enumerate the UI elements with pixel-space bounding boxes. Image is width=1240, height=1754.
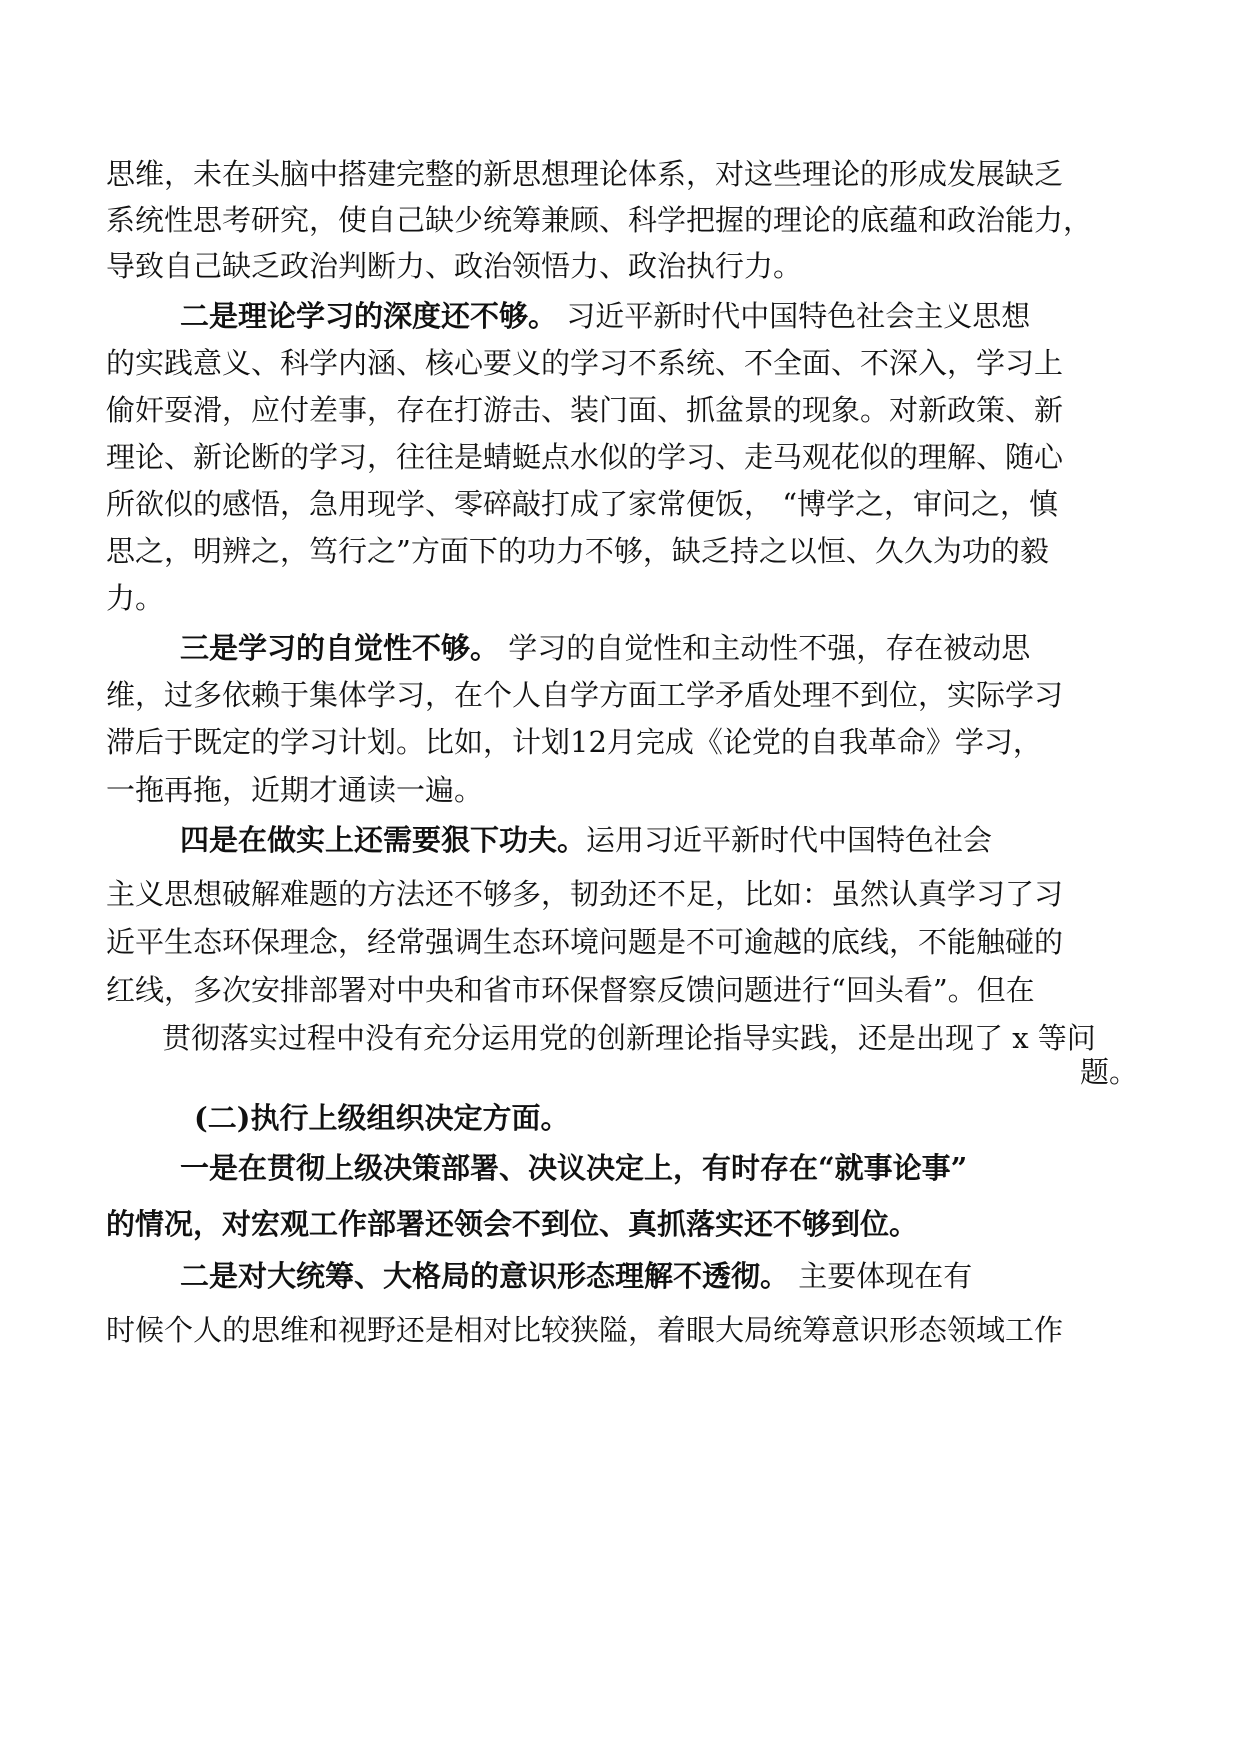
paragraph-heading: 一是在贯彻上级决策部署、决议决定上，有时存在“就事论事” <box>180 1151 968 1185</box>
section-heading: (二)执行上级组织决定方面。 <box>194 1101 570 1135</box>
paragraph-text: 主要体现在有 <box>789 1259 973 1293</box>
body-text-line: 红线，多次安排部署对中央和省市环保督察反馈问题进行“回头看”。但在 <box>106 973 1035 1007</box>
body-text-line: 贯彻落实过程中没有充分运用党的创新理论指导实践，还是出现了 x 等问 <box>162 1021 1096 1055</box>
body-text-line: 滞后于既定的学习计划。比如，计划12月完成《论党的自我革命》学习， <box>106 725 1042 759</box>
body-text-line: 题。 <box>1080 1055 1139 1089</box>
body-text-line-bold: 的情况，对宏观工作部署还领会不到位、真抓落实还不够到位。 <box>106 1207 919 1241</box>
body-text-line: 的实践意义、科学内涵、核心要义的学习不系统、不全面、不深入，学习上 <box>106 346 1064 380</box>
body-text-line: 偷奸耍滑，应付差事，存在打游击、装门面、抓盆景的现象。对新政策、新 <box>106 393 1064 427</box>
body-text-line: 近平生态环保理念，经常强调生态环境问题是不可逾越的底线，不能触碰的 <box>106 925 1064 959</box>
paragraph-text: 运用习近平新时代中国特色社会 <box>586 823 993 857</box>
paragraph-first-line <box>180 820 992 860</box>
body-text-line: 思之，明辨之，笃行之”方面下的功力不够，缺乏持之以恒、久久为功的毅 <box>106 534 1049 568</box>
body-text-line: 系统性思考研究，使自己缺少统筹兼顾、科学把握的理论的底蕴和政治能力， <box>106 203 1093 237</box>
paragraph-text: 学习的自觉性和主动性不强，存在被动思 <box>499 631 1031 665</box>
paragraph-heading: 二是理论学习的深度还不够。 <box>180 299 558 333</box>
body-text-line: 所欲似的感悟，急用现学、零碎敲打成了家常便饭， “博学之，审问之，慎 <box>106 487 1059 521</box>
paragraph-first-line <box>180 628 1030 668</box>
body-text-line: 时候个人的思维和视野还是相对比较狭隘，着眼大局统筹意识形态领域工作 <box>106 1313 1064 1347</box>
body-text-line: 理论、新论断的学习，往往是蜻蜓点水似的学习、走马观花似的理解、随心 <box>106 440 1064 474</box>
paragraph-heading: 四是在做实上还需要狠下功夫。 <box>180 823 587 857</box>
body-text-line: 导致自己缺乏政治判断力、政治领悟力、政治执行力。 <box>106 249 803 283</box>
body-text-line: 维，过多依赖于集体学习，在个人自学方面工学矛盾处理不到位，实际学习 <box>106 678 1064 712</box>
body-text-line: 一拖再拖，近期才通读一遍。 <box>106 773 484 807</box>
body-text-line: 思维，未在头脑中搭建完整的新思想理论体系，对这些理论的形成发展缺乏 <box>106 157 1064 191</box>
paragraph-heading: 三是学习的自觉性不够。 <box>180 631 500 665</box>
paragraph-heading: 二是对大统筹、大格局的意识形态理解不透彻。 <box>180 1259 790 1293</box>
paragraph-first-line <box>180 1256 972 1296</box>
body-text-line: 主义思想破解难题的方法还不够多，韧劲还不足，比如：虽然认真学习了习 <box>106 877 1064 911</box>
paragraph-text: 习近平新时代中国特色社会主义思想 <box>557 299 1031 333</box>
body-text-line: 力。 <box>106 581 165 615</box>
paragraph-first-line <box>180 296 1030 336</box>
